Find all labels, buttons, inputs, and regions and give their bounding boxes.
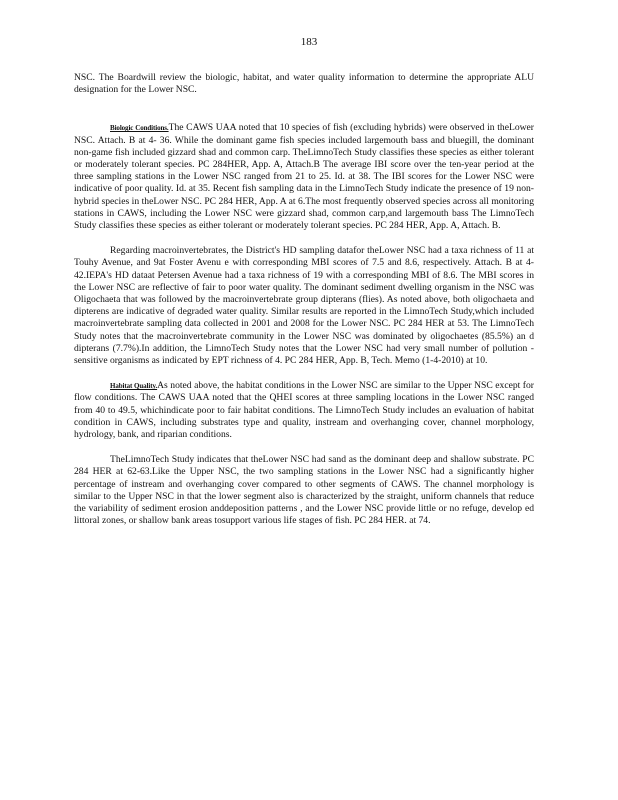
paragraph-text: The CAWS UAA noted that 10 species of fish (excluding hybrids) were observed in theLower NSC. Attach. B at 4- 36. While the dominant game fish species included largemouth bass and bluegill, the dominant non-game fish included gizzard shad and common carp. TheLimnoTech Study classifies these species as either tolerant or moderately tolerant species. PC 284HER, App. A, Attach.B The average IBI score over the ten-year period at the three sampling stations in the Lower NSC ranged from 21 to 25. Id. at 38. The IBI scores for the Lower NSC were indicative of poor quality. Id. at 35. Recent fish sampling data in the LimnoTech Study indicate the presence of 19 non-hybrid species in theLower NSC. PC 284 HER, App. A at 6.The most frequently observed species across all monitoring stations in CAWS, including the Lower NSC were gizzard shad, common carp,and largemouth bass The LimnoTech Study classifies these species as either tolerant or moderately tolerant species. PC 284 HER, App. A, Attach. B. <box>74 122 535 232</box>
paragraph-substrate: TheLimnoTech Study indicates that theLower NSC had sand as the dominant deep and shallow substrate. PC 284 HER at 62-63.Like the Upper NSC, the two sampling stations in the Lower NSC had a significantly higher percentage of instream and overhanging cover compared to other segments of CAWS. The channel morphology is similar to the Upper NSC in that the lower segment also is characterized by the straight, uniform channels that reduce the variability of sediment erosion anddeposition patterns , and the Lower NSC provide little or no refuge, develop ed littoral zones, or shallow bank areas tosupport various life stages of fish. PC 284 HER. at 74. <box>74 454 534 527</box>
paragraph-intro: NSC. The Boardwill review the biologic, habitat, and water quality information to determine the appropriate ALU designation for the Lower NSC. <box>74 72 534 96</box>
section-heading-habitat: Habitat Quality. <box>110 382 158 391</box>
section-heading-biologic: Biologic Conditions. <box>110 124 169 133</box>
page-number: 183 <box>300 36 318 48</box>
paragraph-habitat-quality <box>74 380 534 441</box>
document-body <box>74 72 534 541</box>
paragraph-text: As noted above, the habitat conditions in the Lower NSC are similar to the Upper NSC except for flow conditions. The CAWS UAA noted that the QHEI scores at three sampling locations in the Lower NSC ranged from 40 to 49.5, whichindicate poor to fair habitat conditions. The LimnoTech Study includes an evaluation of habitat condition in CAWS, including substrates type and quality, instream and overhanging cover, channel morphology, hydrology, bank, and riparian conditions. <box>74 380 534 441</box>
paragraph-biologic-conditions <box>74 122 534 232</box>
paragraph-macroinvertebrates: Regarding macroinvertebrates, the District's HD sampling datafor theLower NSC had a taxa richness of 11 at Touhy Avenue, and 9at Foster Avenu e with corresponding MBI scores of 7.5 and 8.6, respectively. Attach. B at 4-42.IEPA's HD dataat Petersen Avenue had a taxa richness of 19 with a corresponding MBI of 8.6. The MBI scores in the Lower NSC are reflective of fair to poor water quality. The dominant sediment dwelling organism in the NSC was Oligochaeta that was followed by the macroinvertebrate group dipterans (flies). As noted above, both oligochaeta and dipterens are indicative of degraded water quality. Similar results are reported in the LimnoTech Study,which included macroinvertebrate sampling data collected in 2001 and 2008 for the Lower NSC. PC 284 HER at 53. The LimnoTech Study notes that the macroinvertebrate community in the Lower NSC was dominated by oligochaetes (85.5%) an d dipterans (7.7%).In addition, the LimnoTech Study notes that the Lower NSC had very small number of pollution -sensitive organisms as indicated by EPT richness of 4. PC 284 HER, App. B, Tech. Memo (1-4-2010) at 10. <box>74 245 534 367</box>
